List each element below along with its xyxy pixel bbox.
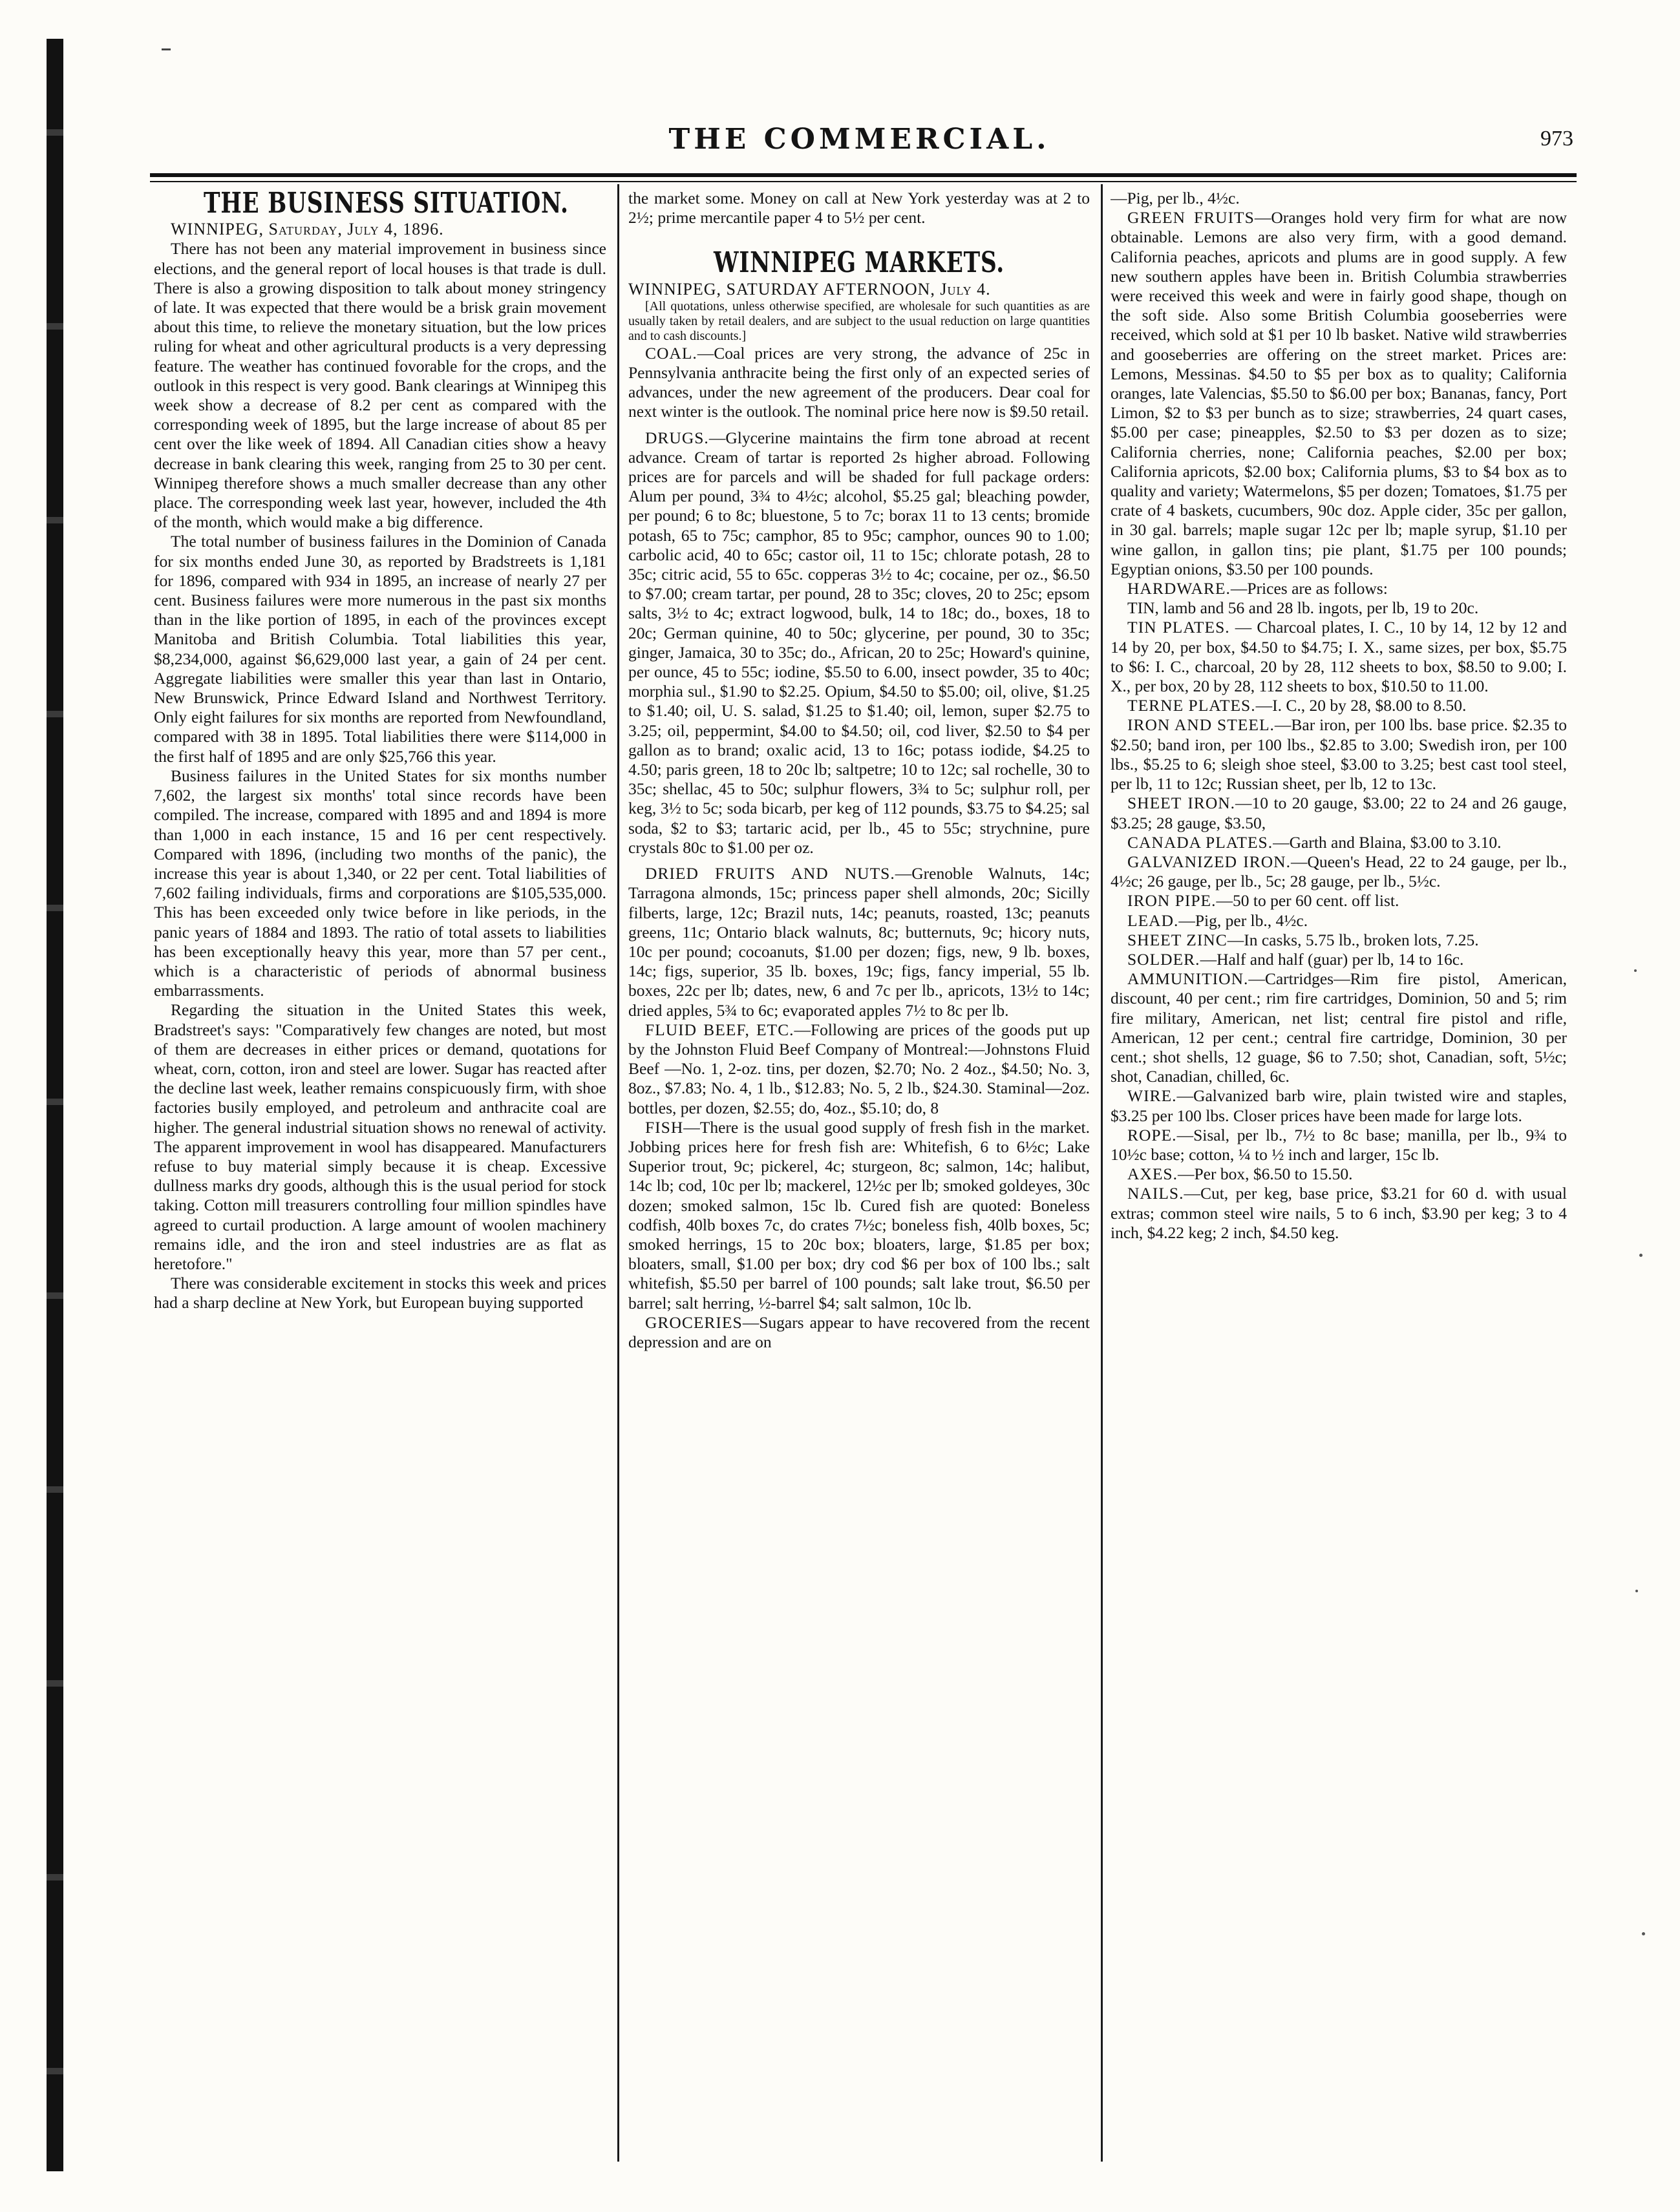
masthead-rule [150,173,1577,177]
section-label: AMMUNITION. [1127,969,1249,989]
section-label: SHEET IRON. [1127,794,1236,813]
market-hardware [1111,579,1567,598]
market-axes [1111,1164,1567,1184]
scan-speck [162,48,171,50]
paragraph: the market some. Money on call at New York yesterday was at 2 to 2½; prime mercantile paper 4 to 5½ per cent. [628,189,1090,227]
paragraph: There was considerable excitement in stocks this week and prices had a sharp decline at New York, but European buying supported [154,1274,606,1312]
paragraph: Regarding the situation in the United States this week, Bradstreet's says: "Comparatively few changes are noted, but most of them are decreases in either prices or demand, quotations for wheat, corn, cotton, iron and steel are lower. Sugar has reacted after the decline last week, leather remains conspicuously firm, with shoe factories busily employed, and petroleum and anthracite coal are higher. The general industrial situation shows no renewal of activity. The apparent improvement in wool has disappeared. Manufacturers refuse to buy material simply because it is cheap. Excessive dullness marks dry goods, although this is the usual period for stock taking. Cotton mill treasurers controlling four million spindles have agreed to curtail production. A large amount of woolen machinery remains idle, and the iron and steel industries are as flat as heretofore." [154,1000,606,1273]
section-label: FISH [645,1117,684,1137]
dateline: WINNIPEG, SATURDAY AFTERNOON, July 4. [628,279,991,299]
section-text: —Pig, per lb., 4½c. [1178,911,1308,930]
market-tin-plates [1111,618,1567,696]
section-text: —10 to 20 gauge, $3.00; 22 to 24 and 26 gauge, $3.25; 28 gauge, $3.50, [1111,794,1567,832]
section-text: —In casks, 5.75 lb., broken lots, 7.25. [1227,930,1479,949]
market-solder [1111,950,1567,969]
article-heading: WINNIPEG MARKETS. [713,246,1005,280]
section-label: CANADA PLATES. [1127,832,1273,852]
column-divider [617,184,619,2162]
column-business-situation [154,189,606,2160]
section-label: IRON AND STEEL. [1127,715,1275,735]
publication-title: THE COMMERCIAL. [668,123,1050,156]
market-iron-pipe [1111,891,1567,911]
market-groceries [628,1313,1090,1352]
column-divider [1101,184,1103,2162]
section-text: —Per box, $6.50 to 15.50. [1177,1164,1353,1184]
market-lead [1111,911,1567,931]
market-terne-plates [1111,696,1567,715]
market-iron-steel [1111,715,1567,794]
scan-speck [1639,1254,1643,1257]
section-text: —There is the usual good supply of fresh fish in the market. Jobbing prices here for fresh fish are: Whitefish, 6 to 6½c; Lake Superior trout, 9c; pickerel, 4c; sturgeon, 8c; salmon, 14c; halibut, 14c lb; cod, 10c per lb; mackerel, 12½c per lb; smoked goldeyes, 30c dozen; smoked salmon, 15c lb. Cured fish are quoted: Boneless codfish, 40lb boxes 7c, do crates 7½c; boneless fish, 40lb boxes, 5c; smoked herrings, 15 to 20c box; bloaters, large, $1.85 per box; bloaters, small, $1.00 per box; dry cod $6 per box of 100 lbs.; salt whitefish, $5.50 per barrel of 100 pounds; salt lake trout, $6.50 per barrel; salt herring, ½-barrel $4; salt salmon, 10c lb. [628,1117,1090,1312]
quotations-note: [All quotations, unless otherwise specified, are wholesale for such quantities as are usually taken by retail dealers, and are subject to the usual reduction on large quantities and to cash discounts.] [628,299,1090,343]
market-wire [1111,1086,1567,1125]
column-winnipeg-markets [628,189,1090,2160]
section-text: —Following are prices of the goods put up by the Johnston Fluid Beef Company of Montreal:—Johnstons Fluid Beef —No. 1, 2-oz. tins, per dozen, $2.70; No. 2 4oz., $4.50; No. 3, 8oz., $7.83; No. 4, 1 lb., $12.83; No. 5, 2 lb., $24.30. Staminal—2oz. bottles, per dozen, $2.55; do, 4oz., $5.10; do, 8 [628,1020,1090,1117]
market-nails [1111,1184,1567,1243]
section-text: —Sisal, per lb., 7½ to 8c base; manilla, per lb., 9¾ to 10½c base; cotton, ¼ to ½ inch and larger, 15c lb. [1111,1125,1567,1164]
market-dried-fruits [628,864,1090,1020]
section-text: —Prices are as follows: [1230,579,1388,598]
section-label: SOLDER. [1127,949,1200,969]
market-fish [628,1118,1090,1313]
market-galvanized-iron [1111,852,1567,891]
section-text: —Glycerine maintains the firm tone abroad at recent advance. Cream of tartar is reported 2s higher abroad. Following prices are for parcels and will be shaded for full package orders: Alum per pound, 3¾ to 4½c; alcohol, $5.25 gal; bleaching powder, per pound; 6 to 8c; bluestone, 5 to 7c; borax 11 to 13 cents; bromide potash, 65 to 75c; camphor, 85 to 95c; camphor, ounces 90 to 1.00; carbolic acid, 40 to 65c; castor oil, 11 to 15c; chlorate potash, 28 to 35c; citric acid, 55 to 65c. copperas 3½ to 4c; cocaine, per oz., $6.50 to $7.00; cream tartar, per pound, 28 to 35c; cloves, 20 to 25c; epsom salts, 3½ to 4c; extract logwood, bulk, 14 to 18c; do., boxes, 18 to 20c; German quinine, 40 to 50c; glycerine, per pound, 30 to 35c; ginger, Jamaica, 30 to 35c; do., African, 20 to 25c; Howard's quinine, per ounce, 45 to 55c; iodine, $5.50 to 6.00, insect powder, 35 to 40c; morphia sul., $1.90 to $2.25. Opium, $4.50 to $5.00; oil, olive, $1.25 to $1.40; oil, U. S. salad, $1.25 to $1.40; oil, lemon, super $2.75 to 3.25; oil, peppermint, $4.00 to $4.50; oil, cod liver, $2.50 to $4 per gallon as to brand; oxalic acid, 13 to 16c; potass iodide, $4.25 to 4.50; paris green, 18 to 20c lb; saltpetre; 10 to 12c; sal rochelle, 30 to 35c; shellac, 45 to 50c; sulphur flowers, 3¾ to 5c; sulphur roll, per keg, 3½ to 5c; soda bicarb, per keg of 112 pounds, $3.75 to $4.25; sal soda, $2 to $3; tartaric acid, per lb., 45 to 55c; strychnine, pure crystals 80c to $1.00 per oz. [628,428,1090,857]
section-label: FLUID BEEF, ETC. [645,1020,794,1039]
masthead [145,123,1573,168]
market-drugs [628,428,1090,858]
paragraph: There has not been any material improvement in business since elections, and the general report of local houses is that trade is dull. There is also a growing disposition to talk about money stringency of late. It was expected that there would be a brisk grain movement about this time, to relieve the monetary situation, but the low prices ruling for wheat and other agricultural products is a very depressing feature. The weather has continued fovorable for the crops, and the outlook in this respect is very good. Bank clearings at Winnipeg this week show a decrease of 8.2 per cent as compared with the corresponding week of 1895, but the large increase of about 85 per cent over the like week of 1894. All Canadian cities show a heavy decrease in bank clearing this week, ranging from 25 to 30 per cent. Winnipeg therefore shows a much smaller decrease than any other place. The corresponding week last year, however, included the 4th of the month, which would make a big difference. [154,239,606,532]
market-coal [628,344,1090,422]
market-green-fruits [1111,208,1567,579]
market-canada-plates [1111,833,1567,852]
market-sheet-zinc [1111,931,1567,950]
section-label: TIN PLATES. [1127,618,1230,637]
section-label: LEAD. [1127,911,1179,930]
market-fluid-beef [628,1020,1090,1118]
section-text: —Coal prices are very strong, the advance of 25c in Pennsylvania anthracite being the first only of an expected series of advances, under the new agreement of the producers. Dear coal for next winter is the outlook. The nominal price here now is $9.50 retail. [628,343,1090,421]
section-label: WIRE. [1127,1086,1177,1106]
scan-speck [1642,1932,1645,1935]
section-text: —50 to per 60 cent. off list. [1216,891,1399,911]
section-text: —Galvanized barb wire, plain twisted wire and staples, $3.25 per 100 lbs. Closer prices have been made for large lots. [1111,1086,1567,1125]
paragraph: —Pig, per lb., 4½c. [1111,189,1240,207]
market-tin: TIN, lamb and 56 and 28 lb. ingots, per lb, 19 to 20c. [1127,598,1479,618]
section-label: TERNE PLATES. [1127,696,1256,715]
section-label: GROCERIES [645,1312,743,1332]
section-label: NAILS. [1127,1184,1184,1203]
section-text: —Cut, per keg, base price, $3.21 for 60 d. with usual extras; common steel wire nails, 5 to 6 inch, $3.90 per keg; 3 to 4 inch, $4.22 keg; 2 inch, $4.50 keg. [1111,1184,1567,1242]
section-label: IRON PIPE. [1127,891,1217,911]
section-label: GALVANIZED IRON. [1127,852,1291,871]
section-label: HARDWARE. [1127,579,1231,598]
section-text: —Half and half (guar) per lb, 14 to 16c. [1200,949,1464,969]
page-binding-edge [47,39,63,2171]
scan-speck [1634,969,1637,972]
section-text: —Grenoble Walnuts, 14c; Tarragona almonds, 15c; princess paper shell almonds, 20c; Sicilly filberts, large, 12c; Brazil nuts, 14c; peanuts, roasted, 13c; peanuts greens, 11c; Ontario black walnuts, 8c; butternuts, 9c; hicory nuts, 10c per pound; cocoanuts, $1.00 per dozen; figs, new, 9 lb. boxes, 14c; figs, superior, 35 lb. boxes, 19c; figs, fancy imperial, 55 lb. boxes, 22c per lb; dates, new, 6 and 7c per lb., apricots, 13½ to 14c; dried apples, 5¾ to 6c; evaporated apples 7½ to 8c per lb. [628,864,1090,1020]
section-label: DRIED FRUITS AND NUTS. [645,864,895,883]
section-text: —Queen's Head, 22 to 24 gauge, per lb., 4½c; 26 gauge, per lb., 5c; 28 gauge, per lb., 5½c. [1111,852,1567,891]
column-markets-continued [1111,189,1567,2160]
market-ammunition [1111,969,1567,1086]
dateline: WINNIPEG, Saturday, July 4, 1896. [171,220,444,239]
section-label: GREEN FRUITS [1127,208,1255,227]
section-text: — Charcoal plates, I. C., 10 by 14, 12 by 12 and 14 by 20, per box, $4.50 to $4.75; I. X., same sizes, per box, $5.75 to $6: I. C., charcoal, 20 by 28, 112 sheets to box, $8.50 to 9.00; I. X., per box, 20 by 28, 112 sheets to box, $10.50 to 11.00. [1111,618,1567,696]
article-heading: THE BUSINESS SITUATION. [204,189,569,220]
section-label: AXES. [1127,1164,1178,1184]
masthead-rule-thin [150,181,1577,182]
paragraph: Business failures in the United States for six months number 7,602, the largest six months' total since records have been compiled. The increase, compared with 1895 and and 1894 is more than 1,000 in each instance, 15 and 16 per cent respectively. Compared with 1896, (including two months of the panic), the increase this year is about 1,340, or 22 per cent. Total liabilities of 7,602 failing individuals, firms and corporations are $105,535,000. This has been exceeded only twice before in like periods, in the panic years of 1884 and 1893. The ratio of total assets to liabilities has been exceptionally heavy this year, more than 57 per cent., which is a characteristic of periods of abnormal business embarrassments. [154,766,606,1000]
scan-speck [1635,1590,1638,1592]
section-label: ROPE. [1127,1125,1177,1144]
section-text: —I. C., 20 by 28, $8.00 to 8.50. [1255,696,1467,715]
page-number: 973 [1540,127,1573,151]
section-text: —Sugars appear to have recovered from the recent depression and are on [628,1312,1090,1351]
section-text: —Garth and Blaina, $3.00 to 3.10. [1273,832,1502,852]
paragraph: The total number of business failures in the Dominion of Canada for six months ended June 30, as reported by Bradstreets is 1,181 for 1896, compared with 934 in 1895, an increase of nearly 27 per cent. Business failures were more numerous in the past six months than in the like portion of 1895, in each of the provinces except Manitoba and British Columbia. Total liabilities this year, $8,234,000, against $6,629,000 last year, a gain of 24 per cent. Aggregate liabilities were smaller this year than last in Ontario, New Brunswick, Prince Edward Island and Northwest Territory. Only eight failures for six months are reported from Newfoundland, compared with 38 in 1895. Total liabilities there were $114,000 in the first half of 1895 and are only $25,766 this year. [154,532,606,766]
section-label: DRUGS. [645,428,709,447]
section-text: —Cartridges—Rim fire pistol, American, discount, 40 per cent.; rim fire cartridges, Dominion, 50 and 5; rim fire military, American, net list; central fire pistol and rifle, American, 12 per cent.; central fire cartridge, Dominion, 30 per cent.; shot shells, 12 guage, $6 to 7.50; shot, Canadian, soft, 5½c; shot, Canadian, chilled, 6c. [1111,969,1567,1086]
market-sheet-iron [1111,794,1567,832]
section-label: SHEET ZINC [1127,930,1228,949]
section-label: COAL. [645,343,697,363]
section-text: —Bar iron, per 100 lbs. base price. $2.35 to $2.50; band iron, per 100 lbs., $2.85 to 3.00; Swedish iron, per 100 lbs., $5.25 to 6; sleigh shoe steel, $3.00 to 3.25; best cast tool steel, per lb, 11 to 12c; Russian sheet, per lb, 12 to 13c. [1111,715,1567,794]
market-rope [1111,1126,1567,1164]
section-text: —Oranges hold very firm for what are now obtainable. Lemons are also very firm, with a good demand. California peaches, apricots and plums are in good supply. A few new southern apples have been in. British Columbia strawberries were received this week and were in fairly good shape, though on the soft side. Also some British Columbia gooseberries were received, which sold at $1 per 10 lb basket. Native wild strawberries and gooseberries are offering on the street market. Prices are: Lemons, Messinas. $4.50 to $5 per box as to quality; California oranges, late Valencias, $5.50 to $6.00 per box; Bananas, fancy, Port Limon, $2 to $3 per bunch as to size; strawberries, 24 quart cases, $5.00 per case; pineapples, $2.50 to $3 per dozen as to size; California cherries, none; California peaches, $2.00 per box; California apricots, $2.00 box; California plums, $3 to $4 box as to quality and variety; Watermelons, $5 per dozen; Tomatoes, $1.75 per crate of 4 baskets, cucumbers, 90c doz. Apple cider, 35c per gallon, in 30 gal. barrels; maple sugar 12c per lb; maple syrup, $1.10 per wine gallon, in gallon tins; pie plant, $1.75 per 100 pounds; Egyptian onions, $3.50 per 100 pounds. [1111,208,1567,578]
